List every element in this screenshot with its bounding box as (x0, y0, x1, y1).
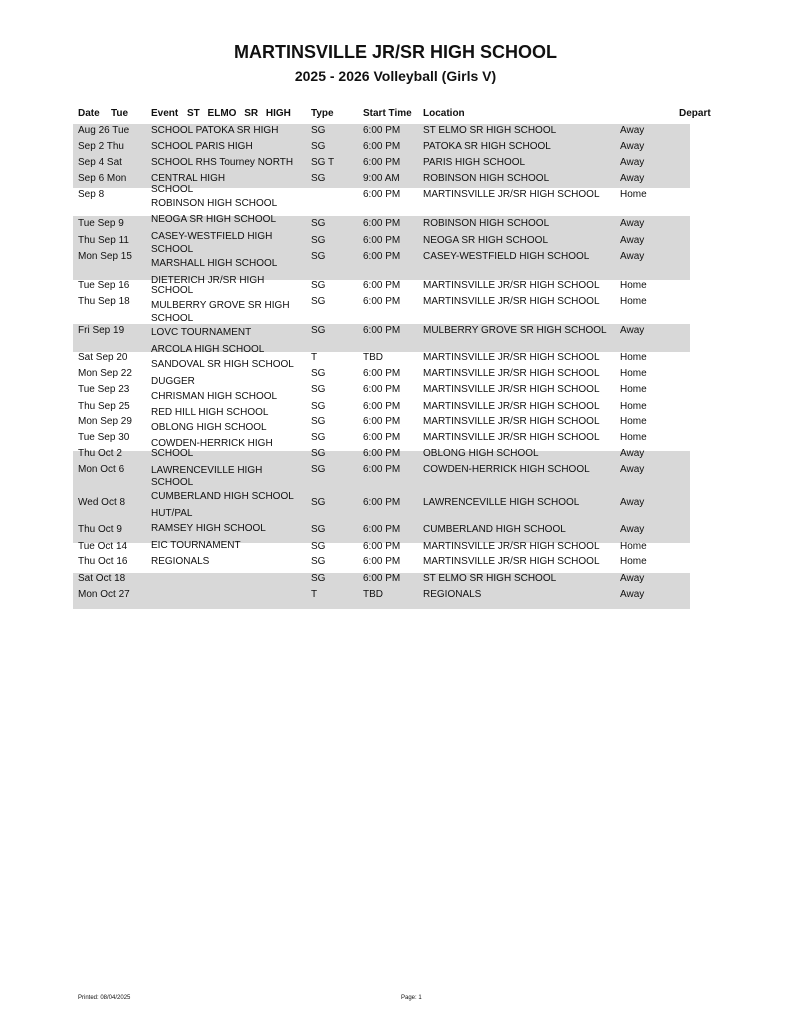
home-away: Away (620, 589, 645, 600)
game-date: Mon Sep 15 (78, 251, 132, 262)
game-date: Tue Sep 30 (78, 432, 130, 443)
home-away: Home (620, 352, 647, 363)
start-time: 6:00 PM (363, 125, 401, 136)
home-away: Away (620, 125, 645, 136)
event-name: SANDOVAL SR HIGH SCHOOL (151, 359, 294, 370)
home-away: Home (620, 296, 647, 307)
game-date: Aug 26 Tue (78, 125, 130, 136)
game-type: SG (311, 432, 326, 443)
event-name: MARSHALL HIGH SCHOOL (151, 258, 278, 269)
event-name: SCHOOL (151, 244, 194, 255)
game-date: Thu Oct 16 (78, 556, 128, 567)
event-name: SCHOOL PARIS HIGH (151, 141, 253, 152)
game-location: LAWRENCEVILLE HIGH SCHOOL (423, 497, 580, 508)
game-location: MARTINSVILLE JR/SR HIGH SCHOOL (423, 280, 600, 291)
start-time: 6:00 PM (363, 280, 401, 291)
date-header: Date (78, 108, 100, 119)
game-date: Sep 4 Sat (78, 157, 122, 168)
depart-header: Depart (679, 108, 711, 119)
home-away: Home (620, 368, 647, 379)
game-type: SG (311, 384, 326, 395)
start-time: 9:00 AM (363, 173, 400, 184)
game-date: Thu Sep 25 (78, 401, 130, 412)
game-type: SG (311, 448, 326, 459)
game-location: ST ELMO SR HIGH SCHOOL (423, 125, 557, 136)
start-time: 6:00 PM (363, 157, 401, 168)
game-date: Thu Oct 2 (78, 448, 122, 459)
game-type: SG (311, 325, 326, 336)
game-location: MARTINSVILLE JR/SR HIGH SCHOOL (423, 432, 600, 443)
start-time: 6:00 PM (363, 464, 401, 475)
type-header: Type (311, 108, 334, 119)
home-away: Home (620, 384, 647, 395)
season-title: 2025 - 2026 Volleyball (Girls V) (294, 68, 497, 84)
event-name: SCHOOL (151, 448, 194, 459)
event-name: SCHOOL RHS Tourney NORTH (151, 157, 294, 168)
game-date: Mon Sep 22 (78, 368, 132, 379)
game-type: SG (311, 251, 326, 262)
event-name: CASEY-WESTFIELD HIGH (151, 231, 273, 242)
game-date: Tue Sep 16 (78, 280, 130, 291)
event-name: DIETERICH JR/SR HIGH (151, 275, 265, 286)
event-name: RED HILL HIGH SCHOOL (151, 407, 269, 418)
game-location: MARTINSVILLE JR/SR HIGH SCHOOL (423, 401, 600, 412)
home-away: Home (620, 401, 647, 412)
game-type: SG (311, 497, 326, 508)
game-date: Wed Oct 8 (78, 497, 126, 508)
event-name: SCHOOL PATOKA SR HIGH (151, 125, 279, 136)
game-type: SG (311, 125, 326, 136)
home-away: Away (620, 251, 645, 262)
event-name: SCHOOL (151, 477, 194, 488)
start-time: 6:00 PM (363, 524, 401, 535)
home-away: Home (620, 280, 647, 291)
game-type: SG (311, 141, 326, 152)
game-date: Thu Sep 18 (78, 296, 130, 307)
game-date: Sat Oct 18 (78, 573, 126, 584)
event-name: COWDEN-HERRICK HIGH (151, 438, 273, 449)
event-name: DUGGER (151, 376, 195, 387)
game-location: MARTINSVILLE JR/SR HIGH SCHOOL (423, 296, 600, 307)
game-date: Tue Sep 23 (78, 384, 130, 395)
game-type: SG (311, 573, 326, 584)
game-date: Sat Sep 20 (78, 352, 128, 363)
game-type: SG (311, 296, 326, 307)
home-away: Away (620, 464, 645, 475)
game-type: T (311, 352, 318, 363)
game-type: SG T (311, 157, 335, 168)
game-type: SG (311, 235, 326, 246)
game-date: Sep 8 (78, 189, 105, 200)
game-type: T (311, 589, 318, 600)
home-away: Away (620, 524, 645, 535)
event-name: LOVC TOURNAMENT (151, 327, 252, 338)
start-time: 6:00 PM (363, 497, 401, 508)
game-date: Mon Sep 29 (78, 416, 132, 427)
event-name: SCHOOL (151, 313, 194, 324)
event-header-prefix: ST ELMO SR HIGH (187, 108, 291, 119)
school-title: MARTINSVILLE JR/SR HIGH SCHOOL (233, 42, 557, 62)
printed-date: Printed: 08/04/2025 (78, 995, 131, 1001)
home-away: Home (620, 556, 647, 567)
start-time: 6:00 PM (363, 325, 401, 336)
start-time: 6:00 PM (363, 251, 401, 262)
start-time: 6:00 PM (363, 296, 401, 307)
home-away: Away (620, 497, 645, 508)
game-type: SG (311, 556, 326, 567)
event-name: ARCOLA HIGH SCHOOL (151, 344, 265, 355)
game-date: Sep 2 Thu (78, 141, 124, 152)
game-location: MARTINSVILLE JR/SR HIGH SCHOOL (423, 368, 600, 379)
event-name: HUT/PAL (151, 508, 193, 519)
game-location: PATOKA SR HIGH SCHOOL (423, 141, 551, 152)
start-time: 6:00 PM (363, 401, 401, 412)
game-location: MARTINSVILLE JR/SR HIGH SCHOOL (423, 384, 600, 395)
game-location: COWDEN-HERRICK HIGH SCHOOL (423, 464, 590, 475)
game-date: Tue Oct 14 (78, 541, 128, 552)
game-type: SG (311, 280, 326, 291)
game-date: Tue Sep 9 (78, 218, 124, 229)
game-location: ROBINSON HIGH SCHOOL (423, 218, 550, 229)
start-time: 6:00 PM (363, 416, 401, 427)
event-name: NEOGA SR HIGH SCHOOL (151, 214, 277, 225)
home-away: Away (620, 325, 645, 336)
event-name: SCHOOL (151, 285, 194, 296)
game-location: MARTINSVILLE JR/SR HIGH SCHOOL (423, 352, 600, 363)
game-location: REGIONALS (423, 589, 482, 600)
game-type: SG (311, 541, 326, 552)
event-name: REGIONALS (151, 556, 210, 567)
game-location: CASEY-WESTFIELD HIGH SCHOOL (423, 251, 590, 262)
game-type: SG (311, 173, 326, 184)
event-name: CENTRAL HIGH (151, 173, 226, 184)
home-away: Away (620, 141, 645, 152)
event-name: LAWRENCEVILLE HIGH (151, 465, 263, 476)
game-location: ROBINSON HIGH SCHOOL (423, 173, 550, 184)
home-away: Away (620, 235, 645, 246)
start-time: TBD (363, 589, 383, 600)
game-type: SG (311, 401, 326, 412)
event-name: MULBERRY GROVE SR HIGH (151, 300, 290, 311)
game-type: SG (311, 368, 326, 379)
start-time: 6:00 PM (363, 432, 401, 443)
home-away: Home (620, 432, 647, 443)
game-location: MARTINSVILLE JR/SR HIGH SCHOOL (423, 541, 600, 552)
page-number: Page: 1 (401, 995, 422, 1001)
game-location: NEOGA SR HIGH SCHOOL (423, 235, 549, 246)
game-date: Fri Sep 19 (78, 325, 125, 336)
game-date: Thu Oct 9 (78, 524, 122, 535)
home-away: Away (620, 218, 645, 229)
start-time: 6:00 PM (363, 368, 401, 379)
event-name: CUMBERLAND HIGH SCHOOL (151, 491, 294, 502)
start-time: 6:00 PM (363, 235, 401, 246)
home-away: Home (620, 541, 647, 552)
game-location: MULBERRY GROVE SR HIGH SCHOOL (423, 325, 607, 336)
start-time: 6:00 PM (363, 556, 401, 567)
game-type: SG (311, 218, 326, 229)
event-name: CHRISMAN HIGH SCHOOL (151, 391, 278, 402)
game-location: CUMBERLAND HIGH SCHOOL (423, 524, 566, 535)
home-away: Away (620, 157, 645, 168)
game-location: MARTINSVILLE JR/SR HIGH SCHOOL (423, 189, 600, 200)
home-away: Away (620, 173, 645, 184)
game-location: MARTINSVILLE JR/SR HIGH SCHOOL (423, 416, 600, 427)
home-away: Home (620, 189, 647, 200)
game-date: Sep 6 Mon (78, 173, 127, 184)
game-date: Thu Sep 11 (78, 235, 129, 246)
event-name: OBLONG HIGH SCHOOL (151, 422, 267, 433)
start-time: 6:00 PM (363, 384, 401, 395)
game-location: MARTINSVILLE JR/SR HIGH SCHOOL (423, 556, 600, 567)
game-date: Mon Oct 6 (78, 464, 125, 475)
start-time: TBD (363, 352, 383, 363)
start-time: 6:00 PM (363, 541, 401, 552)
game-type: SG (311, 416, 326, 427)
start-time: 6:00 PM (363, 189, 401, 200)
home-away: Away (620, 448, 645, 459)
event-header: Event (151, 108, 179, 119)
date-header-prefix: Tue (111, 108, 129, 119)
event-name: EIC TOURNAMENT (151, 540, 241, 551)
start-time: 6:00 PM (363, 448, 401, 459)
game-location: PARIS HIGH SCHOOL (423, 157, 526, 168)
event-name: RAMSEY HIGH SCHOOL (151, 523, 266, 534)
game-type: SG (311, 464, 326, 475)
game-location: OBLONG HIGH SCHOOL (423, 448, 539, 459)
game-date: Mon Oct 27 (78, 589, 130, 600)
game-type: SG (311, 524, 326, 535)
location-header: Location (423, 108, 465, 119)
home-away: Home (620, 416, 647, 427)
game-location: ST ELMO SR HIGH SCHOOL (423, 573, 557, 584)
event-name: ROBINSON HIGH SCHOOL (151, 198, 278, 209)
home-away: Away (620, 573, 645, 584)
start-time: 6:00 PM (363, 141, 401, 152)
start-time: 6:00 PM (363, 218, 401, 229)
start-time: 6:00 PM (363, 573, 401, 584)
event-name: SCHOOL (151, 184, 194, 195)
start-time-header: Start Time (363, 108, 412, 119)
